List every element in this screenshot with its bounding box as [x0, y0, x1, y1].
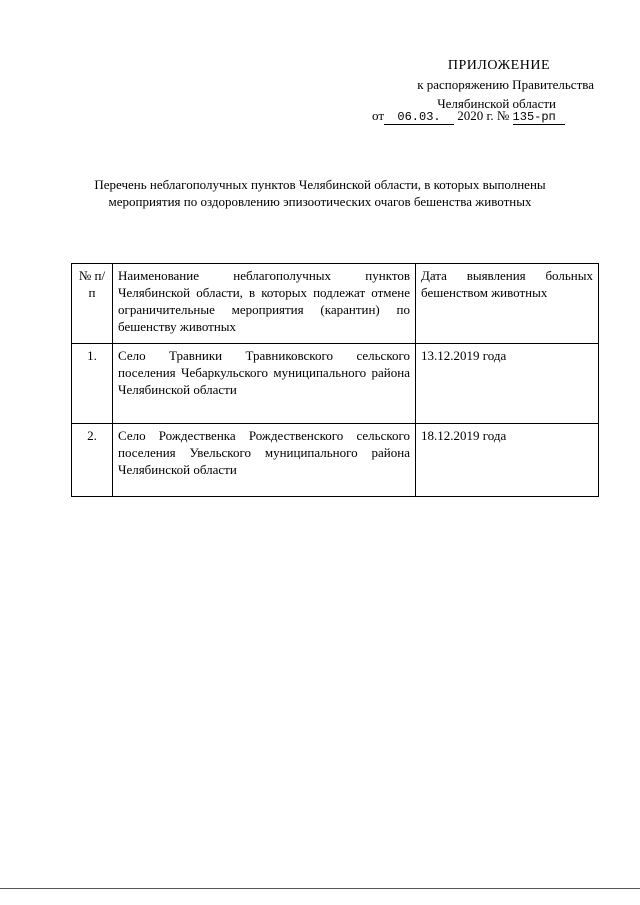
- row-date: 18.12.2019 года: [416, 424, 599, 497]
- row-name: Село Травники Травниковского сельского поселения Чебаркульского муниципального района Челябинской области: [113, 344, 416, 424]
- table-row: [72, 344, 599, 424]
- appendix-line-region: Челябинской области: [437, 96, 556, 111]
- header-name: Наименование неблагополучных пунктов Челябинской области, в которых подлежат отмене ограничительные мероприятия (карантин) по бешенству животных: [113, 264, 416, 344]
- table-header-row: [72, 264, 599, 344]
- appendix-header: [374, 56, 594, 113]
- page-bottom-rule: [0, 888, 640, 889]
- order-number: 135-рп: [513, 110, 565, 125]
- row-name: Село Рождественка Рождественского сельского поселения Увельского муниципального района Челябинской области: [113, 424, 416, 497]
- row-num: 2.: [72, 424, 113, 497]
- document-title: Перечень неблагополучных пунктов Челябинской области, в которых выполнены мероприятия по оздоровлению эпизоотических очагов бешенства животных: [94, 177, 546, 209]
- row-date: 13.12.2019 года: [416, 344, 599, 424]
- points-table: [71, 263, 599, 497]
- header-date: Дата выявления больных бешенством животных: [416, 264, 599, 344]
- header-num: № п/п: [72, 264, 113, 344]
- from-label: от: [372, 108, 385, 123]
- order-date: 06.03.: [384, 110, 454, 125]
- order-year-number-label: 2020 г. №: [457, 108, 510, 123]
- order-reference: [372, 108, 565, 125]
- appendix-line-order: к распоряжению Правительства: [417, 77, 594, 92]
- appendix-title: ПРИЛОЖЕНИЕ: [447, 58, 550, 73]
- table-row: [72, 424, 599, 497]
- row-num: 1.: [72, 344, 113, 424]
